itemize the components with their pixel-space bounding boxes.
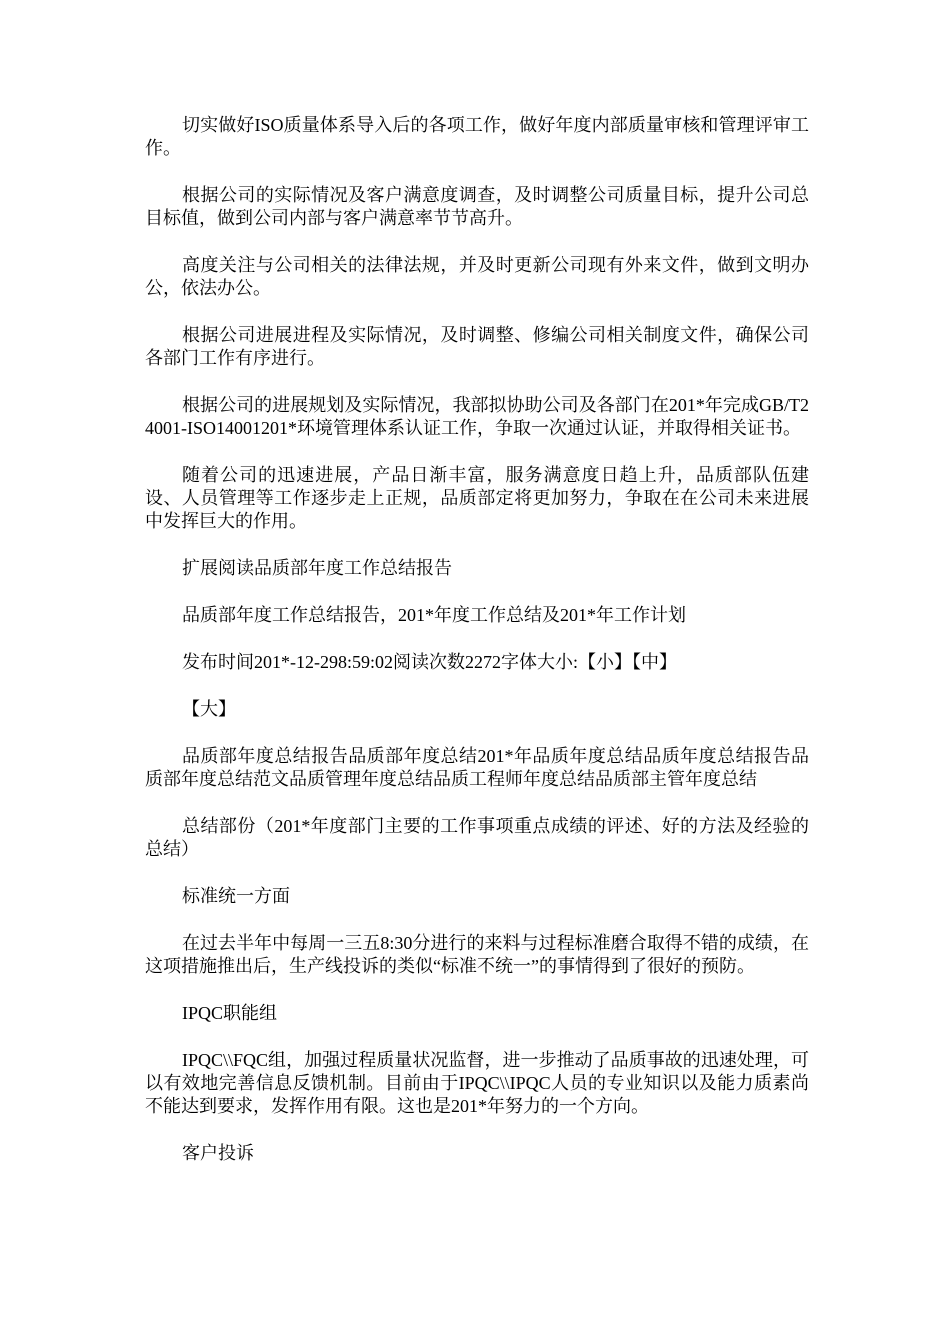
paragraph-font-size-large: 【大】 (182, 699, 236, 719)
paragraph-summary-section: 总结部份（201*年度部门主要的工作事项重点成绩的评述、好的方法及经验的总结） (145, 816, 809, 859)
paragraph-standard-unification: 在过去半年中每周一三五8:30分进行的来料与过程标准磨合取得不错的成绩，在这项措施推出后，生产线投诉的类似“标准不统一”的事情得到了很好的预防。 (145, 933, 809, 976)
paragraph-system-documents: 根据公司进展进程及实际情况，及时调整、修编公司相关制度文件，确保公司各部门工作有序进行。 (145, 325, 809, 368)
paragraph-publish-info: 发布时间201*-12-298:59:02阅读次数2272字体大小:【小】【中】 (182, 652, 677, 672)
paragraph-iso-work: 切实做好ISO质量体系导入后的各项工作，做好年度内部质量审核和管理评审工作。 (145, 115, 809, 158)
heading-ipqc-group: IPQC职能组 (182, 1003, 278, 1023)
heading-standard-unification: 标准统一方面 (182, 886, 290, 906)
document-page (145, 114, 809, 1189)
paragraph-ipqc-group: IPQC\\FQC组，加强过程质量状况监督，进一步推动了品质事故的迅速处理，可以有效地完善信息反馈机制。目前由于IPQC\\IPQC人员的专业知识以及能力质素尚不能达到要求，发挥作用有限。这也是201*年努力的一个方向。 (145, 1050, 809, 1116)
paragraph-environment-certification: 根据公司的进展规划及实际情况，我部拟协助公司及各部门在201*年完成GB/T24001-ISO14001201*环境管理体系认证工作，争取一次通过认证，并取得相关证书。 (145, 395, 809, 438)
paragraph-laws-regulations: 高度关注与公司相关的法律法规，并及时更新公司现有外来文件，做到文明办公，依法办公。 (145, 255, 809, 298)
paragraph-customer-satisfaction: 根据公司的实际情况及客户满意度调查，及时调整公司质量目标，提升公司总目标值，做到公司内部与客户满意率节节高升。 (145, 185, 809, 228)
paragraph-keywords: 品质部年度总结报告品质部年度总结201*年品质年度总结品质年度总结报告品质部年度总结范文品质管理年度总结品质工程师年度总结品质部主管年度总结 (145, 746, 809, 789)
paragraph-report-title: 品质部年度工作总结报告，201*年度工作总结及201*年工作计划 (182, 605, 686, 625)
paragraph-team-development: 随着公司的迅速进展，产品日渐丰富，服务满意度日趋上升，品质部队伍建设、人员管理等工作逐步走上正规，品质部定将更加努力，争取在在公司未来进展中发挥巨大的作用。 (145, 465, 809, 531)
heading-customer-complaints: 客户投诉 (182, 1143, 254, 1163)
paragraph-extended-reading: 扩展阅读品质部年度工作总结报告 (182, 558, 452, 578)
